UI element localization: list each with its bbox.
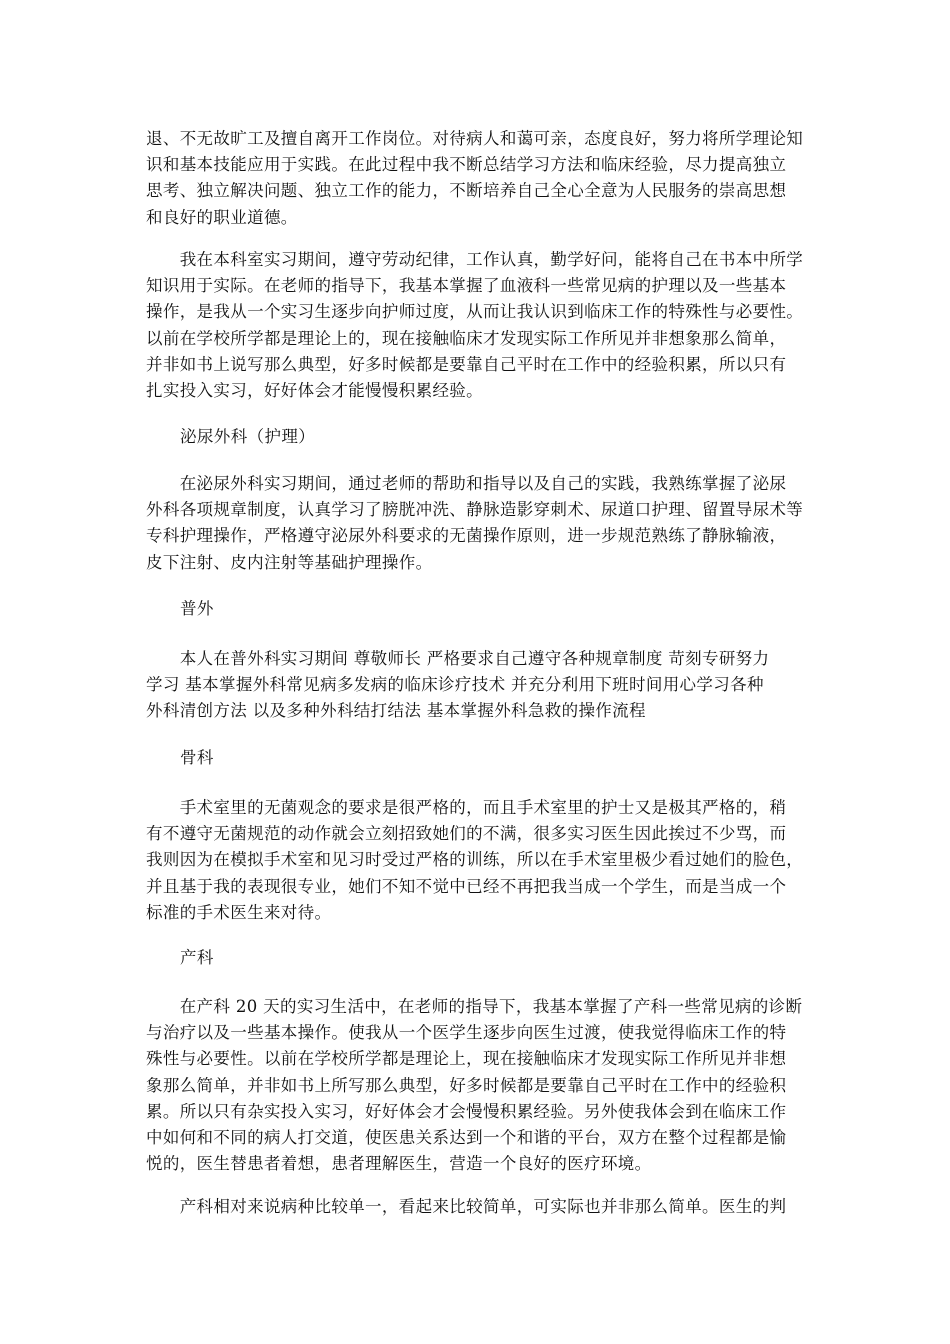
- text-line: 累。所以只有杂实投入实习，好好体会才会慢慢积累经验。另外使我体会到在临床工作: [146, 1101, 787, 1121]
- text-line: 专科护理操作，严格遵守泌尿外科要求的无菌操作原则，进一步规范熟练了静脉输液，: [146, 526, 787, 546]
- text-line: 外科各项规章制度，认真学习了膀胱冲洗、静脉造影穿刺术、尿道口护理、留置导尿术等: [146, 500, 804, 520]
- paragraph-urology: [146, 471, 814, 576]
- section-heading-general-surgery: 普外: [180, 599, 214, 618]
- text-line: 并且基于我的表现很专业，她们不知不觉中已经不再把我当成一个学生，而是当成一个: [146, 876, 787, 896]
- text-line: 产科相对来说病种比较单一，看起来比较简单，可实际也并非那么简单。医生的判: [146, 1197, 787, 1216]
- paragraph-hematology: [146, 247, 814, 404]
- text-line: 我在本科室实习期间，遵守劳动纪律，工作认真，勤学好问，能将自己在书本中所学: [146, 250, 804, 269]
- text-line: 操作，是我从一个实习生逐步向护师过度，从而让我认识到临床工作的特殊性与必要性。: [146, 302, 804, 322]
- section-heading-obstetrics: 产科: [180, 948, 214, 967]
- text-line: 悦的，医生替患者着想，患者理解医生，营造一个良好的医疗环境。: [146, 1154, 652, 1174]
- text-line: 外科清创方法 以及多种外科结打结法 基本掌握外科急救的操作流程: [146, 701, 646, 721]
- text-line: 本人在普外科实习期间 尊敬师长 严格要求自己遵守各种规章制度 苛刻专研努力: [146, 649, 770, 668]
- text-line: 在泌尿外科实习期间，通过老师的帮助和指导以及自己的实践，我熟练掌握了泌尿: [146, 474, 787, 493]
- text-line: 和良好的职业道德。: [146, 207, 298, 227]
- text-line: 中如何和不同的病人打交道，使医患关系达到一个和谐的平台，双方在整个过程都是愉: [146, 1128, 787, 1148]
- paragraph-orthopedics: [146, 795, 814, 926]
- text-line: 标准的手术医生来对待。: [146, 902, 332, 922]
- text-line: 学习 基本掌握外科常见病多发病的临床诊疗技术 并充分利用下班时间用心学习各种: [146, 675, 764, 695]
- paragraph-obstetrics-continued: [146, 1194, 814, 1220]
- text-line: 识和基本技能应用于实践。在此过程中我不断总结学习方法和临床经验，尽力提高独立: [146, 155, 787, 175]
- text-line: 退、不无故旷工及擅自离开工作岗位。对待病人和蔼可亲，态度良好，努力将所学理论知: [146, 129, 804, 148]
- text-line: 手术室里的无菌观念的要求是很严格的，而且手术室里的护士又是极其严格的，稍: [146, 798, 787, 817]
- text-line: 思考、独立解决问题、独立工作的能力，不断培养自己全心全意为人民服务的崇高思想: [146, 181, 787, 201]
- text-line: 知识用于实际。在老师的指导下，我基本掌握了血液科一些常见病的护理以及一些基本: [146, 276, 787, 296]
- text-line: 有不遵守无菌规范的动作就会立刻招致她们的不满，很多实习医生因此挨过不少骂，而: [146, 824, 787, 844]
- section-heading-urology: 泌尿外科（护理）: [180, 427, 316, 446]
- text-line: 皮下注射、皮内注射等基础护理操作。: [146, 552, 433, 572]
- paragraph-general-surgery: [146, 646, 814, 725]
- text-line: 并非如书上说写那么典型，好多时候都是要靠自己平时在工作中的经验积累，所以只有: [146, 354, 787, 374]
- text-line: 扎实投入实习，好好体会才能慢慢积累经验。: [146, 381, 483, 401]
- text-line: 与治疗以及一些基本操作。使我从一个医学生逐步向医生过渡，使我觉得临床工作的特: [146, 1023, 787, 1043]
- text-line: 我则因为在模拟手术室和见习时受过严格的训练，所以在手术室里极少看过她们的脸色，: [146, 850, 804, 870]
- text-line: 殊性与必要性。以前在学校所学都是理论上，现在接触临床才发现实际工作所见并非想: [146, 1049, 787, 1069]
- text-line: 以前在学校所学都是理论上的，现在接触临床才发现实际工作所见并非想象那么简单，: [146, 328, 787, 348]
- paragraph-conduct: [146, 126, 814, 231]
- text-line: 在产科 20 天的实习生活中，在老师的指导下，我基本掌握了产科一些常见病的诊断: [146, 997, 803, 1016]
- section-heading-orthopedics: 骨科: [180, 748, 214, 767]
- paragraph-obstetrics: [146, 994, 814, 1177]
- text-line: 象那么简单，并非如书上所写那么典型，好多时候都是要靠自己平时在工作中的经验积: [146, 1075, 787, 1095]
